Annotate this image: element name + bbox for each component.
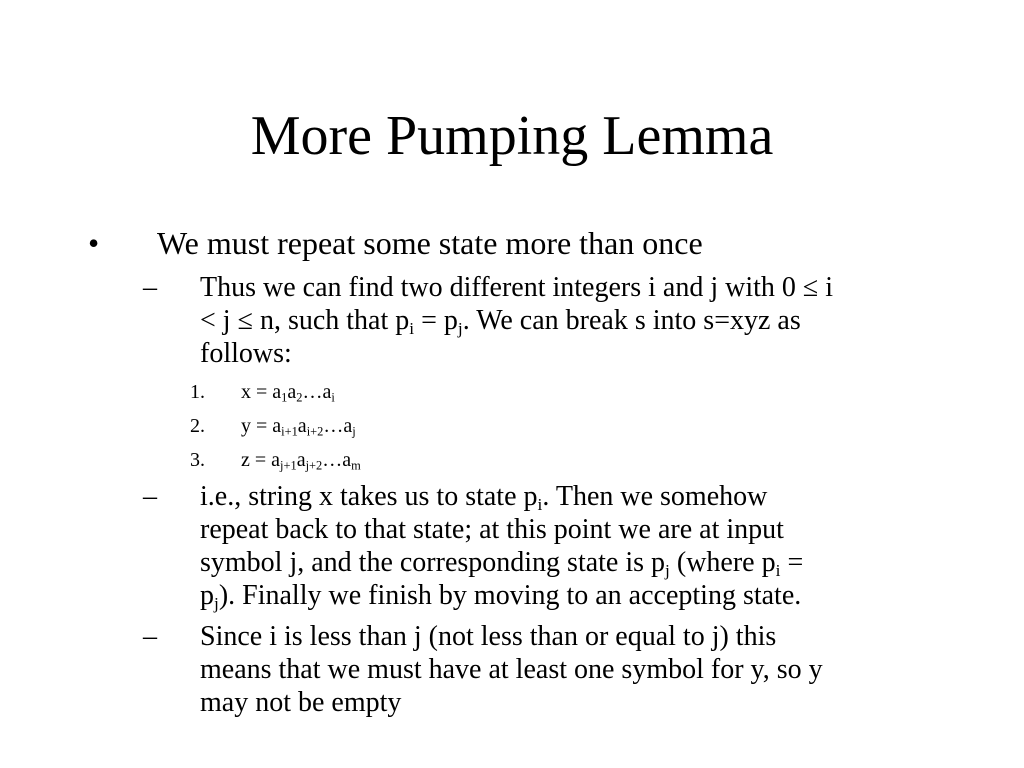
sub-bullet-3-line-3: may not be empty bbox=[200, 687, 402, 718]
sub-bullet-2-line-4: $p_j$). Finally we finish by moving to an accepting state. bbox=[200, 580, 802, 613]
sub-bullet-3-line-2: means that we must have at least one symbol for y, so y bbox=[200, 654, 823, 685]
sub-bullet-3-line-1: Since i is less than j (not less than or equal to j) this bbox=[200, 621, 777, 652]
numbered-item-3: $z = a_{j+1}a_{j+2}\dots a_m$ bbox=[241, 449, 361, 473]
numbered-item-1: $x = a_1a_2\dots a_i$ bbox=[241, 381, 335, 405]
numbered-item-2: $y = a_{i+1}a_{i+2}\dots a_j$ bbox=[241, 415, 356, 439]
numbered-marker-3: 3. bbox=[190, 449, 205, 471]
sub-bullet-dash: – bbox=[143, 481, 157, 512]
numbered-marker-2: 2. bbox=[190, 415, 205, 437]
bullet-text: We must repeat some state more than once bbox=[157, 225, 703, 261]
sub-bullet-2-line-3: symbol j, and the corresponding state is $p_j$ (where $p_i$ = bbox=[200, 547, 804, 580]
numbered-marker-1: 1. bbox=[190, 381, 205, 403]
bullet-marker: • bbox=[88, 225, 100, 261]
sub-bullet-dash: – bbox=[143, 621, 157, 652]
sub-bullet-1-line-3: follows: bbox=[200, 338, 292, 369]
slide-title: More Pumping Lemma bbox=[250, 105, 774, 167]
sub-bullet-2-line-2: repeat back to that state; at this point we are at input bbox=[200, 514, 784, 545]
sub-bullet-1-line-1: Thus we can find two different integers i and j with 0 ≤ i bbox=[200, 272, 834, 303]
sub-bullet-1-line-2: < j ≤ n, such that $p_i = p_j$. We can break s into s=xyz as bbox=[200, 305, 801, 338]
sub-bullet-2-line-1: i.e., string x takes us to state $p_i$. Then we somehow bbox=[200, 481, 768, 514]
sub-bullet-dash: – bbox=[143, 272, 157, 303]
